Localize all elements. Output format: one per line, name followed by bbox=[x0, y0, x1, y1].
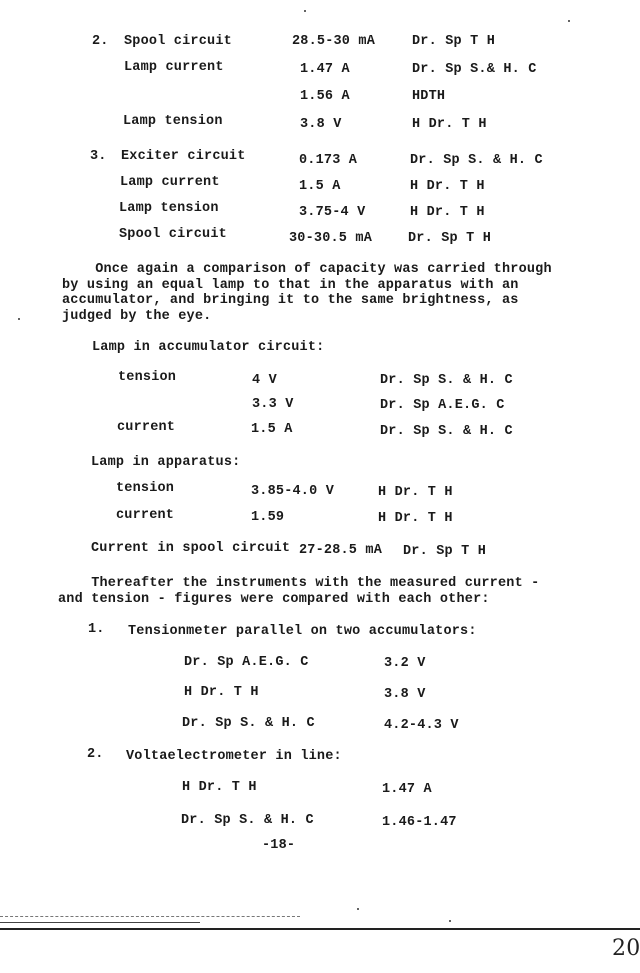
paragraph: Thereafter the instruments with the measured current - and tension - figures were compared with each other: bbox=[58, 576, 540, 607]
row-label: Lamp tension bbox=[123, 114, 223, 129]
row-value: 30-30.5 mA bbox=[289, 231, 373, 246]
scan-speck bbox=[18, 318, 20, 320]
list-heading: Tensionmeter parallel on two accumulators: bbox=[128, 624, 477, 639]
separator-line bbox=[0, 928, 640, 930]
row-source: Dr. Sp T H bbox=[412, 34, 496, 49]
row-source: H Dr. T H bbox=[410, 205, 485, 220]
spool-line-label: Current in spool circuit bbox=[91, 541, 291, 556]
row-source: HDTH bbox=[412, 89, 446, 104]
spool-line-source: Dr. Sp T H bbox=[403, 544, 487, 559]
spool-line-value: 27-28.5 mA bbox=[299, 543, 383, 558]
section-number: 3. bbox=[90, 149, 107, 164]
row-value: 3.85-4.0 V bbox=[251, 484, 335, 499]
row-source: Dr. Sp A.E.G. C bbox=[184, 655, 309, 670]
list-heading: Voltaelectrometer in line: bbox=[126, 749, 342, 764]
scan-speck bbox=[568, 20, 570, 22]
row-source: Dr. Sp S. & H. C bbox=[410, 153, 543, 168]
paragraph: Once again a comparison of capacity was carried through by using an equal lamp to that in the apparatus with an accumulator, and bringing it to the same brightness, as judged by the eye. bbox=[62, 262, 552, 324]
row-label: Lamp current bbox=[124, 60, 224, 75]
row-label: current bbox=[116, 508, 175, 523]
row-source: H Dr. T H bbox=[184, 685, 259, 700]
row-value: 3.75-4 V bbox=[299, 205, 366, 220]
row-label: Lamp tension bbox=[119, 201, 219, 216]
row-source: Dr. Sp S. & H. C bbox=[380, 373, 513, 388]
scan-rule bbox=[0, 922, 200, 923]
row-label: tension bbox=[116, 481, 175, 496]
row-source: H Dr. T H bbox=[410, 179, 485, 194]
row-source: Dr. Sp S.& H. C bbox=[412, 62, 537, 77]
scan-speck bbox=[304, 10, 306, 12]
row-source: Dr. Sp S. & H. C bbox=[380, 424, 513, 439]
row-source: H Dr. T H bbox=[182, 780, 257, 795]
row-value: 1.5 A bbox=[299, 179, 341, 194]
corner-page-number: 20 bbox=[612, 936, 640, 961]
row-source: Dr. Sp S. & H. C bbox=[181, 813, 314, 828]
list-number: 2. bbox=[87, 747, 104, 762]
row-value: 0.173 A bbox=[299, 153, 358, 168]
row-label: tension bbox=[118, 370, 177, 385]
block-heading: Lamp in accumulator circuit: bbox=[92, 340, 325, 355]
row-value: 1.46-1.47 bbox=[382, 815, 457, 830]
scan-rule bbox=[0, 916, 300, 917]
row-source: H Dr. T H bbox=[378, 511, 453, 526]
row-source: Dr. Sp A.E.G. C bbox=[380, 398, 505, 413]
row-label: Spool circuit bbox=[119, 227, 227, 242]
row-value: 3.2 V bbox=[384, 656, 426, 671]
row-value: 1.59 bbox=[251, 510, 285, 525]
row-value: 28.5-30 mA bbox=[292, 34, 376, 49]
row-label: current bbox=[117, 420, 176, 435]
scan-speck bbox=[449, 920, 451, 922]
row-source: Dr. Sp T H bbox=[408, 231, 492, 246]
row-value: 4.2-4.3 V bbox=[384, 718, 459, 733]
row-label: Exciter circuit bbox=[121, 149, 246, 164]
row-value: 3.8 V bbox=[300, 117, 342, 132]
row-value: 4 V bbox=[252, 373, 277, 388]
row-value: 3.3 V bbox=[252, 397, 294, 412]
section-number: 2. bbox=[92, 34, 109, 49]
row-value: 1.5 A bbox=[251, 422, 293, 437]
scan-speck bbox=[357, 908, 359, 910]
page-number: -18- bbox=[262, 838, 296, 853]
row-value: 1.47 A bbox=[382, 782, 432, 797]
row-value: 3.8 V bbox=[384, 687, 426, 702]
row-source: H Dr. T H bbox=[412, 117, 487, 132]
list-number: 1. bbox=[88, 622, 105, 637]
row-source: H Dr. T H bbox=[378, 485, 453, 500]
row-value: 1.56 A bbox=[300, 89, 350, 104]
row-source: Dr. Sp S. & H. C bbox=[182, 716, 315, 731]
row-value: 1.47 A bbox=[300, 62, 350, 77]
row-label: Lamp current bbox=[120, 175, 220, 190]
block-heading: Lamp in apparatus: bbox=[91, 455, 241, 470]
row-label: Spool circuit bbox=[124, 34, 232, 49]
